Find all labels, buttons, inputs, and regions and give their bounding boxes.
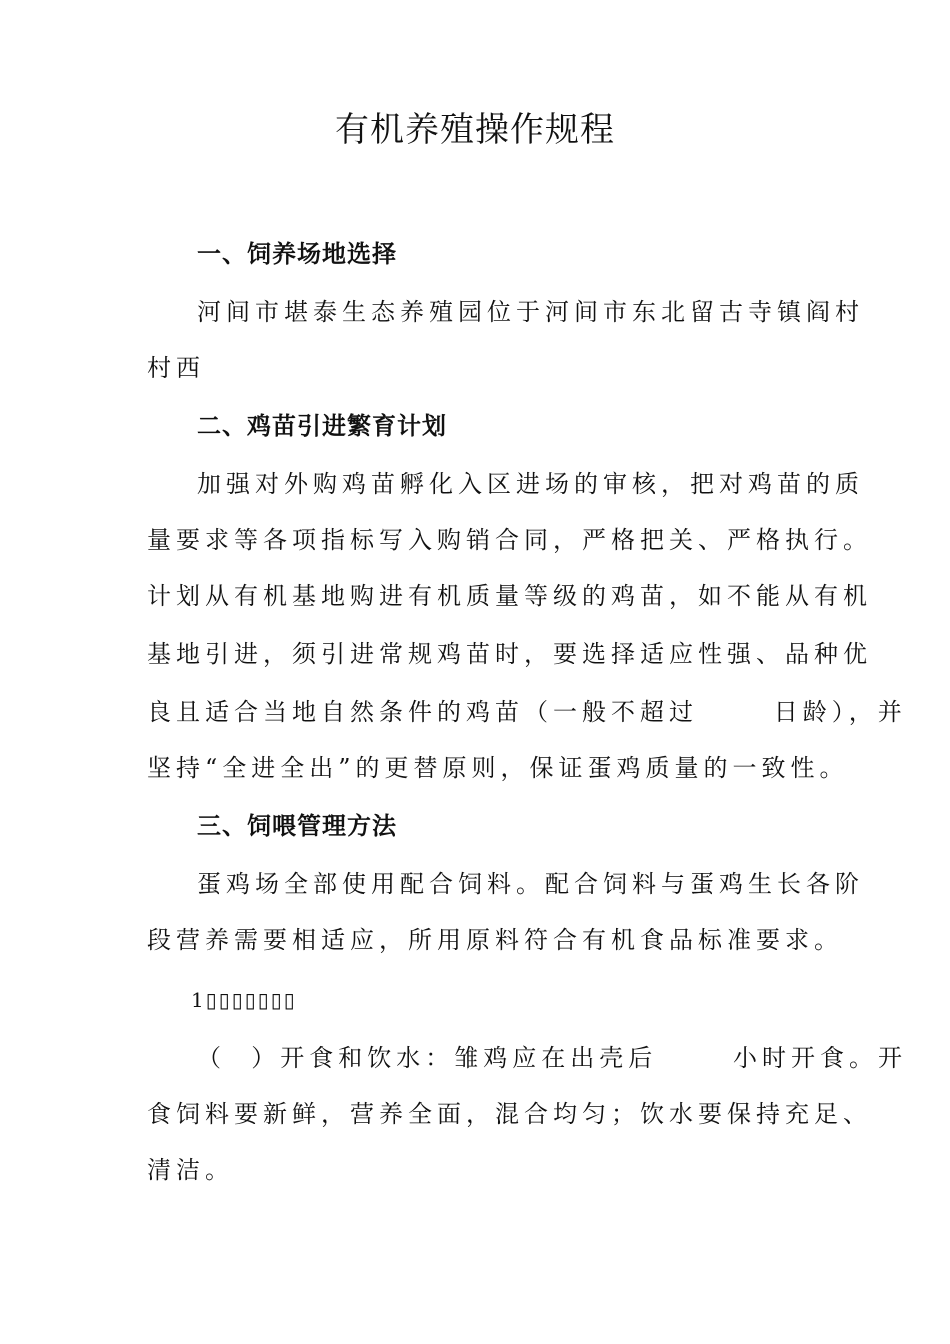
- paragraph-line: 基地引进，须引进常规鸡苗时，要选择适应性强、品种优: [147, 640, 872, 668]
- paragraph-line: 加强对外购鸡苗孵化入区进场的审核，把对鸡苗的质: [197, 470, 864, 498]
- section-heading-site-selection: 一、饲养场地选择: [197, 240, 397, 268]
- document-title: 有机养殖操作规程: [335, 110, 615, 150]
- paragraph-line: 清洁。: [147, 1156, 234, 1184]
- paragraph-line: 村西: [147, 354, 205, 382]
- section-heading-feeding-management: 三、饲喂管理方法: [197, 812, 397, 840]
- paragraph-line: 蛋鸡场全部使用配合饲料。配合饲料与蛋鸡生长各阶: [197, 870, 864, 898]
- paragraph-line: 计划从有机基地购进有机质量等级的鸡苗，如不能从有机: [147, 582, 872, 610]
- paragraph-line: 段营养需要相适应，所用原料符合有机食品标准要求。: [147, 926, 843, 954]
- section-heading-chick-introduction: 二、鸡苗引进繁育计划: [197, 412, 447, 440]
- paragraph-line: 河间市堪泰生态养殖园位于河间市东北留古寺镇阎村: [197, 298, 864, 326]
- paragraph-line: 坚持“全进全出”的更替原则，保证蛋鸡质量的一致性。: [147, 754, 849, 782]
- paragraph-line: （ ）开食和饮水：雏鸡应在出壳后 小时开食。开: [197, 1044, 908, 1072]
- paragraph-line: 良且适合当地自然条件的鸡苗（一般不超过 日龄），并: [147, 698, 907, 726]
- subsection-label: 1▯▯▯▯▯▯▯: [191, 988, 297, 1012]
- paragraph-line: 量要求等各项指标写入购销合同，严格把关、严格执行。: [147, 526, 872, 554]
- paragraph-line: 食饲料要新鲜，营养全面，混合均匀；饮水要保持充足、: [147, 1100, 872, 1128]
